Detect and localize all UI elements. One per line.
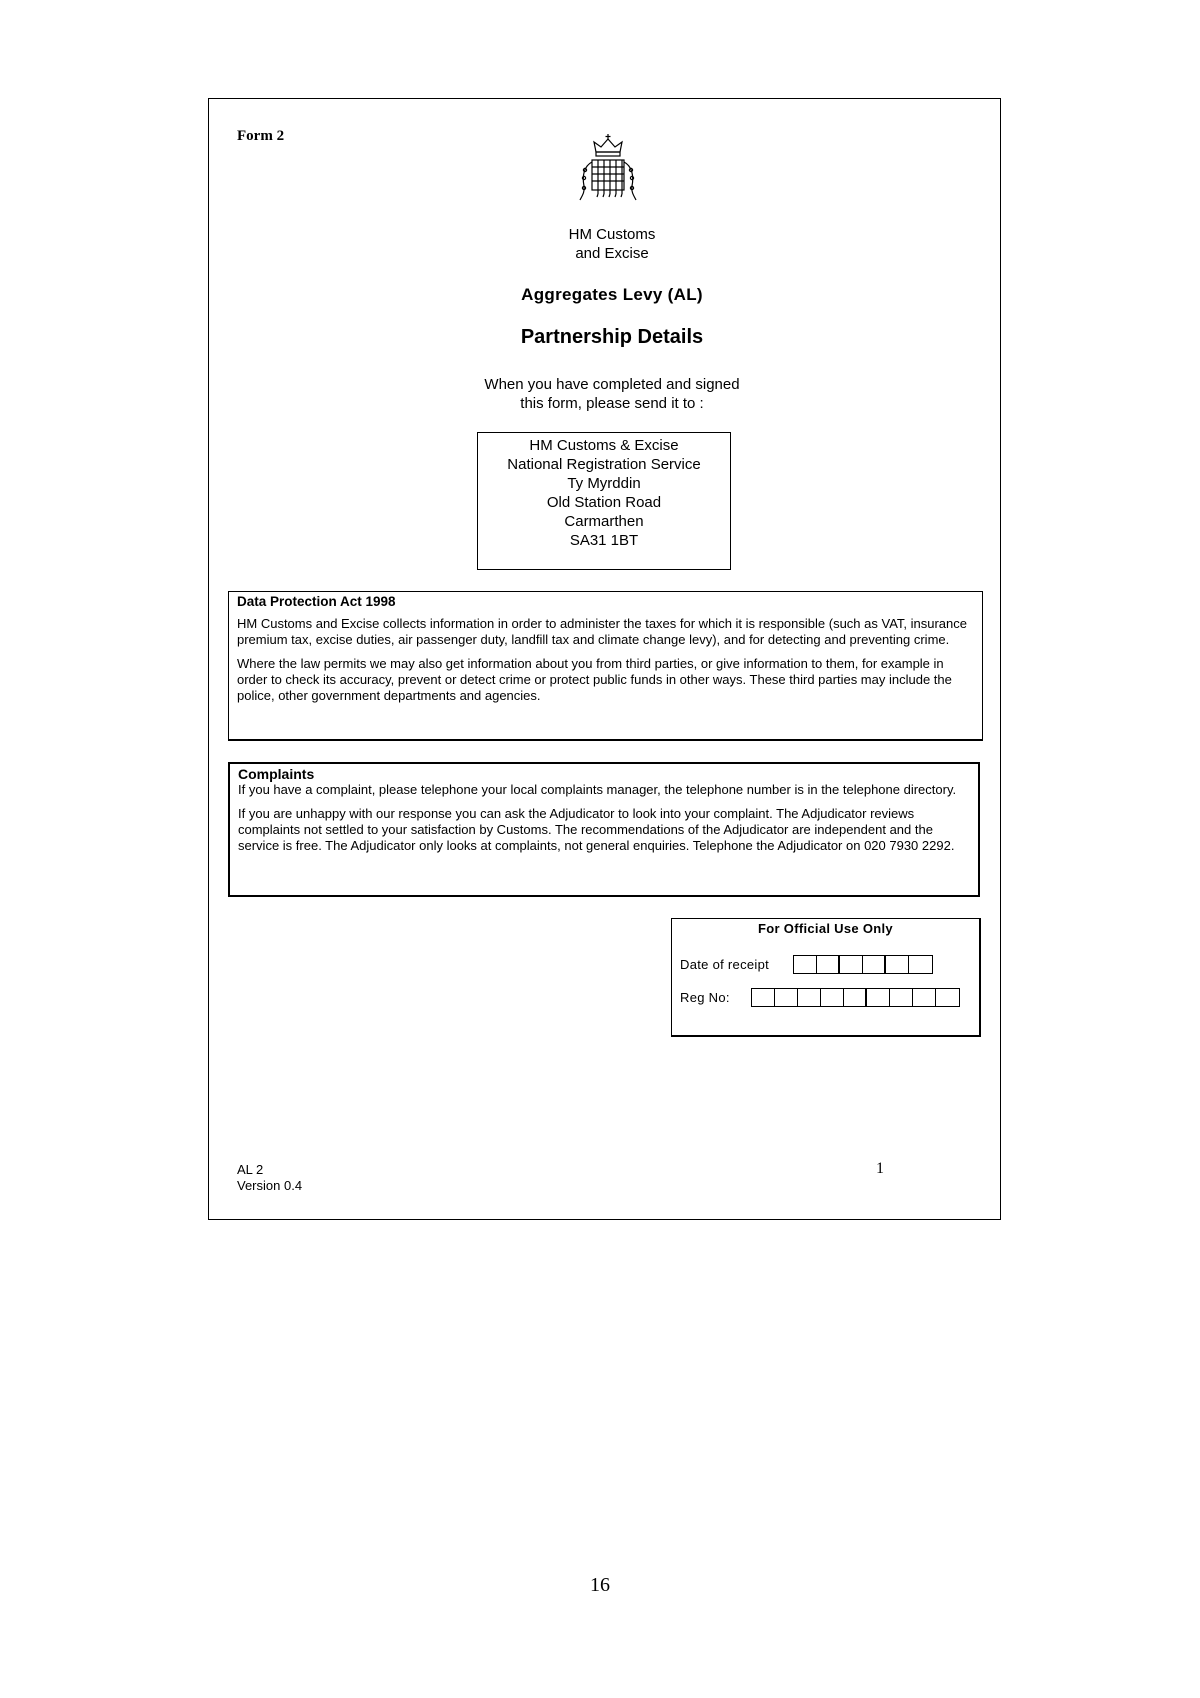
page-number: 16	[590, 1574, 610, 1596]
address-line: National Registration Service	[507, 456, 701, 473]
complaints-box	[228, 762, 980, 897]
form-label: Form 2	[237, 128, 285, 144]
reg-cell[interactable]	[867, 989, 890, 1006]
royal-crest-portcullis-icon	[570, 132, 646, 208]
address-line: SA31 1BT	[569, 532, 639, 549]
date-cell[interactable]	[840, 956, 863, 973]
address-line: Ty Myrddin	[567, 475, 641, 492]
reg-cell[interactable]	[775, 989, 798, 1006]
address-line: Old Station Road	[546, 494, 662, 511]
reg-cell[interactable]	[936, 989, 959, 1006]
data-protection-paragraph: Where the law permits we may also get information about you from third parties, or give information to them, for example in order to check its accuracy, prevent or detect crime or protect public funds in other ways. These third parties may include the police, other government departments and agencies.	[237, 656, 952, 703]
data-protection-box	[228, 591, 983, 741]
reg-cell[interactable]	[913, 989, 936, 1006]
reg-no-label: Reg No:	[680, 990, 730, 1005]
address-line: Carmarthen	[564, 513, 644, 530]
date-of-receipt-label: Date of receipt	[680, 957, 770, 972]
instruction-line: this form, please send it to :	[520, 395, 704, 412]
reg-cell[interactable]	[890, 989, 913, 1006]
document-title: Partnership Details	[520, 326, 704, 348]
reg-cell[interactable]	[844, 989, 867, 1006]
complaints-paragraph: If you are unhappy with our response you can ask the Adjudicator to look into your complaint. The Adjudicator reviews complaints not settled to your satisfaction by Customs. The recommendations of the Adjudicator are independent and the service is free. The Adjudicator only looks at complaints, not general enquiries. Telephone the Adjudicator on 020 7930 2292.	[238, 806, 955, 853]
reg-no-field[interactable]	[751, 988, 960, 1007]
date-of-receipt-field[interactable]	[793, 955, 933, 974]
date-cell[interactable]	[909, 956, 932, 973]
official-use-title	[672, 921, 979, 936]
date-cell[interactable]	[886, 956, 909, 973]
date-cell[interactable]	[817, 956, 840, 973]
reg-cell[interactable]	[752, 989, 775, 1006]
data-protection-paragraph: HM Customs and Excise collects information in order to administer the taxes for which it is responsible (such as VAT, insurance premium tax, excise duties, air passenger duty, landfill tax and climate change levy), and for detecting and preventing crime.	[237, 616, 967, 647]
agency-name	[408, 225, 816, 263]
send-instruction	[408, 375, 816, 413]
complaints-paragraph: If you have a complaint, please telephone your local complaints manager, the telephone number is in the telephone directory.	[238, 782, 957, 797]
address-line: HM Customs & Excise	[529, 437, 679, 454]
form-code	[237, 1162, 302, 1194]
form-version: Version 0.4	[237, 1178, 303, 1193]
reg-cell[interactable]	[821, 989, 844, 1006]
agency-line: and Excise	[575, 245, 649, 262]
official-use-box	[671, 918, 981, 1037]
official-use-title-text: For Official Use Only	[758, 921, 893, 936]
form-code-line: AL 2	[237, 1162, 264, 1177]
date-cell[interactable]	[863, 956, 886, 973]
data-protection-heading: Data Protection Act 1998	[237, 594, 396, 609]
complaints-heading: Complaints	[238, 766, 315, 782]
agency-line: HM Customs	[568, 226, 656, 243]
form-page-number: 1	[876, 1160, 884, 1177]
date-cell[interactable]	[794, 956, 817, 973]
levy-title: Aggregates Levy (AL)	[521, 285, 703, 304]
reg-cell[interactable]	[798, 989, 821, 1006]
address-box	[477, 432, 731, 570]
instruction-line: When you have completed and signed	[484, 376, 740, 393]
